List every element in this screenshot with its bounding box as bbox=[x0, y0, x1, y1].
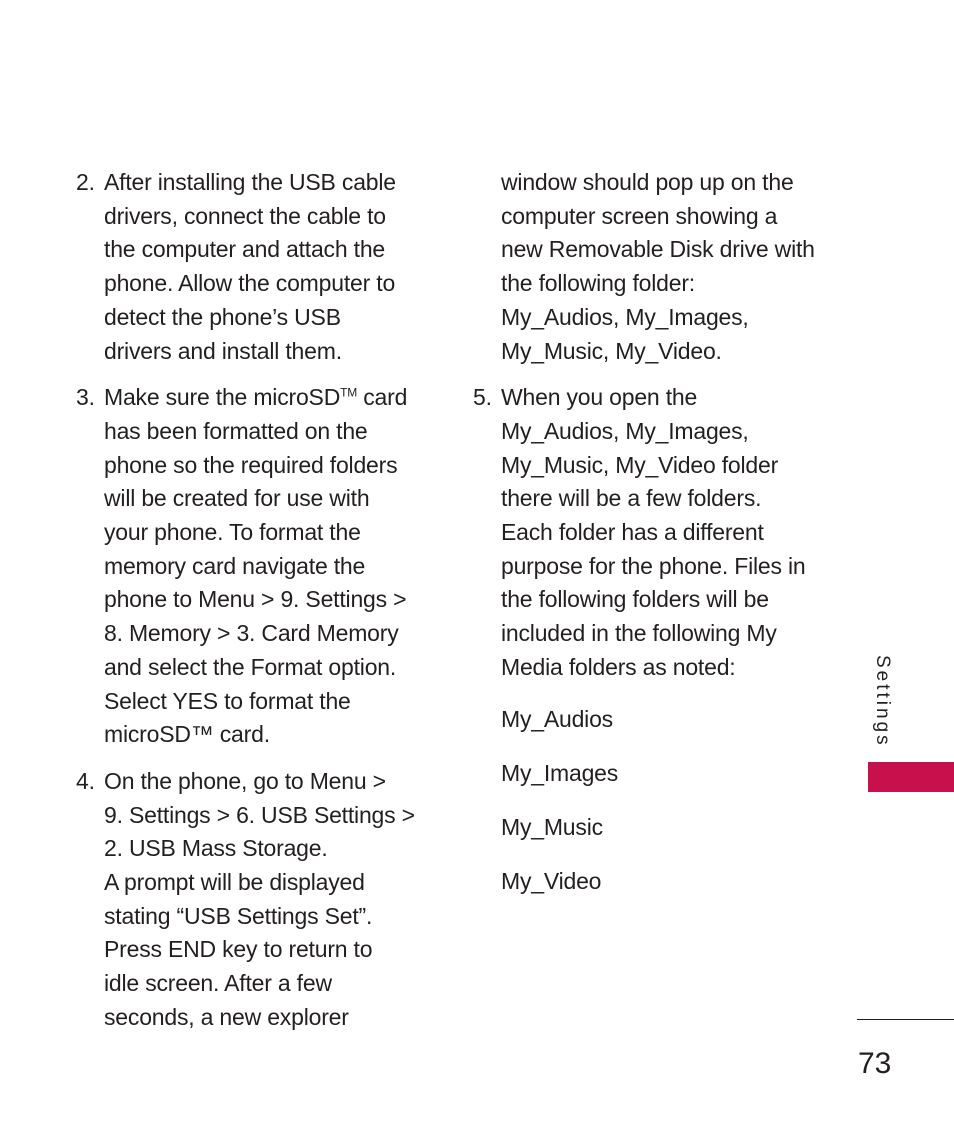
text-line: has been formatted on the bbox=[104, 417, 368, 444]
step-5 bbox=[473, 381, 843, 684]
step-text bbox=[104, 166, 436, 368]
folder-my-music: My_Music bbox=[501, 814, 603, 841]
text-line: included in the following My bbox=[501, 620, 777, 647]
text-line: 8. Memory > 3. Card Memory bbox=[104, 620, 399, 647]
step-number: 5. bbox=[473, 384, 492, 411]
text-line: A prompt will be displayed bbox=[104, 869, 365, 896]
text-line: microSD™ card. bbox=[104, 721, 270, 748]
step-text bbox=[104, 765, 436, 1035]
text-line: idle screen. After a few bbox=[104, 970, 332, 997]
folder-my-images: My_Images bbox=[501, 759, 619, 786]
text-line: the computer and attach the bbox=[104, 236, 386, 263]
footer-rule bbox=[857, 1019, 954, 1020]
text-line: your phone. To format the bbox=[104, 519, 361, 546]
text-line: On the phone, go to Menu > bbox=[104, 767, 386, 794]
step-3 bbox=[76, 381, 436, 752]
page-number: 73 bbox=[858, 1047, 892, 1080]
left-column bbox=[76, 166, 436, 1035]
text-line: phone so the required folders bbox=[104, 451, 398, 478]
step-text bbox=[104, 381, 436, 752]
text-line: window should pop up on the bbox=[501, 169, 794, 195]
text-line: My_Audios, My_Images, bbox=[501, 303, 749, 330]
section-tab-marker bbox=[868, 762, 954, 792]
text-line: drivers, connect the cable to bbox=[104, 202, 386, 229]
text-line: My_Audios, My_Images, bbox=[501, 417, 749, 444]
step-4 bbox=[76, 765, 436, 1035]
text-line: Each folder has a different bbox=[501, 519, 764, 546]
text-line: My_Music, My_Video. bbox=[501, 337, 722, 364]
text-line: the following folders will be bbox=[501, 586, 769, 613]
text-line: Media folders as noted: bbox=[501, 653, 736, 680]
text-fragment: Make sure the microSD bbox=[104, 384, 341, 411]
text-line: After installing the USB cable bbox=[104, 169, 396, 195]
step-2 bbox=[76, 166, 436, 368]
text-line: detect the phone’s USB bbox=[104, 303, 341, 330]
text-line: phone. Allow the computer to bbox=[104, 270, 396, 297]
text-fragment: card bbox=[357, 384, 408, 411]
text-line: drivers and install them. bbox=[104, 337, 342, 364]
trademark-superscript: TM bbox=[340, 385, 358, 400]
text-line: stating “USB Settings Set”. bbox=[104, 902, 373, 929]
text-line: computer screen showing a bbox=[501, 202, 778, 229]
text-line: phone to Menu > 9. Settings > bbox=[104, 586, 407, 613]
step-number: 4. bbox=[76, 767, 95, 794]
text-line: 9. Settings > 6. USB Settings > bbox=[104, 801, 415, 828]
text-line: When you open the bbox=[501, 384, 698, 411]
text-line: My_Music, My_Video folder bbox=[501, 451, 779, 478]
text-line: there will be a few folders. bbox=[501, 485, 762, 512]
folder-my-video: My_Video bbox=[501, 868, 602, 895]
text-line: will be created for use with bbox=[104, 485, 370, 512]
text-line: Press END key to return to bbox=[104, 936, 373, 963]
text-line: seconds, a new explorer bbox=[104, 1003, 349, 1030]
right-column bbox=[473, 166, 843, 899]
step-number: 3. bbox=[76, 384, 95, 411]
step-number: 2. bbox=[76, 169, 95, 195]
section-label: Settings bbox=[872, 655, 893, 748]
text-line: new Removable Disk drive with bbox=[501, 236, 815, 263]
text-line: purpose for the phone. Files in bbox=[501, 552, 806, 579]
folder-my-audios: My_Audios bbox=[501, 705, 613, 732]
step-text bbox=[501, 381, 843, 684]
text-line: 2. USB Mass Storage. bbox=[104, 835, 328, 862]
text-line: memory card navigate the bbox=[104, 552, 366, 579]
text-line bbox=[104, 381, 436, 415]
text-line: and select the Format option. bbox=[104, 653, 397, 680]
step-4-continued bbox=[473, 166, 843, 368]
text-line: the following folder: bbox=[501, 270, 695, 297]
text-line: Select YES to format the bbox=[104, 687, 351, 714]
